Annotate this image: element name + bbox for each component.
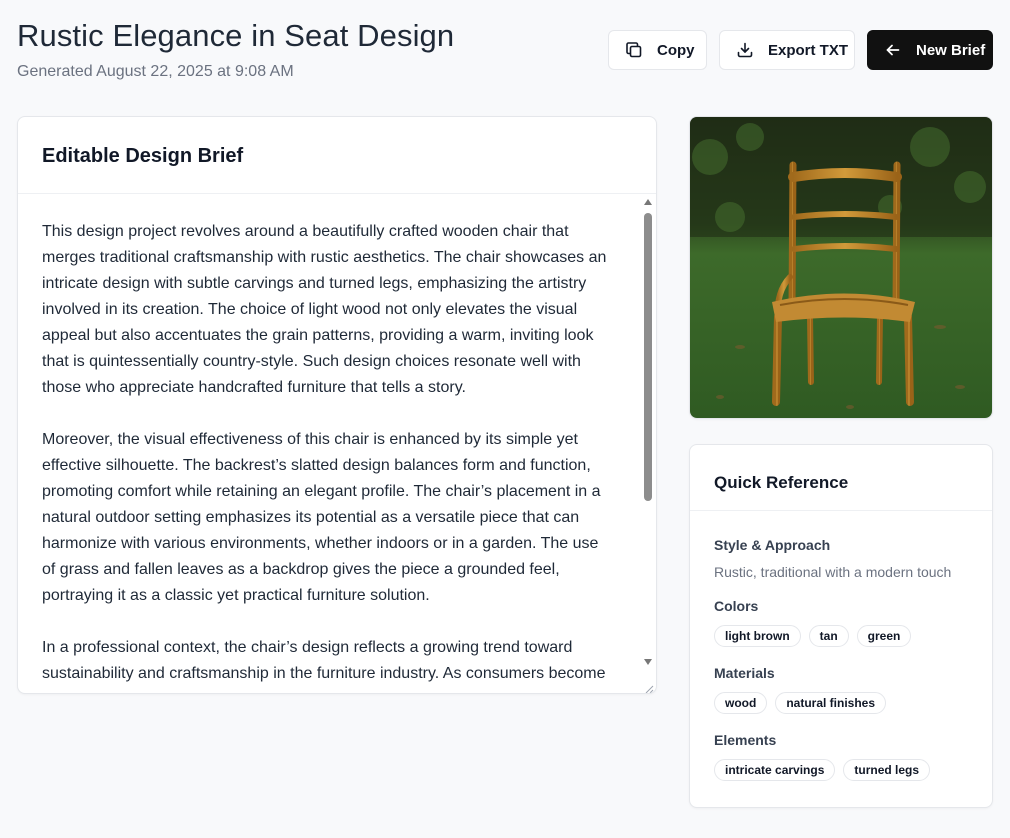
export-txt-button[interactable] — [719, 30, 855, 70]
color-tag: light brown — [714, 625, 801, 647]
colors-label: Colors — [714, 598, 759, 614]
generated-timestamp: Generated August 22, 2025 at 9:08 AM — [17, 63, 294, 80]
color-tags — [714, 625, 968, 647]
material-tag: natural finishes — [775, 692, 886, 714]
brief-paragraph: This design project revolves around a beautifully crafted wooden chair that merges traditional craftsmanship with rustic aesthetics. The chair showcases an intricate design with subtle carvings and turned legs, emphasizing the artistry involved in its creation. The choice of light wood not only elevates the visual appeal but also accentuates the grain patterns, providing a warm, inviting look that is quintessentially country-style. Such design choices resonate well with those who appreciate handcrafted furniture that tells a story. — [42, 223, 607, 396]
elements-label: Elements — [714, 732, 777, 748]
quick-reference-body — [690, 511, 992, 781]
scroll-up-arrow-icon[interactable] — [644, 199, 652, 205]
scrollbar-thumb[interactable] — [644, 213, 652, 501]
color-tag: tan — [809, 625, 849, 647]
element-tag: turned legs — [843, 759, 930, 781]
brief-textarea[interactable] — [18, 195, 656, 693]
page-header — [17, 16, 993, 86]
new-brief-button[interactable] — [867, 30, 993, 70]
design-brief-card — [17, 116, 657, 694]
copy-button-label: Copy — [657, 41, 695, 59]
materials-label: Materials — [714, 665, 775, 681]
brief-card-title: Editable Design Brief — [42, 145, 244, 167]
quick-reference-header — [690, 445, 992, 511]
brief-card-header — [18, 117, 656, 194]
copy-icon — [625, 41, 643, 59]
brief-paragraph: Moreover, the visual effectiveness of this chair is enhanced by its simple yet effective silhouette. The backrest’s slatted design balances form and function, promoting comfort while retaining an elegant profile. The chair’s placement in a natural outdoor setting emphasizes its potential as a versatile piece that can harmonize with various environments, whether indoors or in a garden. The use of grass and fallen leaves as a backdrop gives the piece a grounded feel, portraying it as a classic yet practical furniture solution. — [42, 431, 601, 604]
material-tags — [714, 692, 968, 714]
download-icon — [736, 41, 754, 59]
material-tag: wood — [714, 692, 767, 714]
copy-button[interactable] — [608, 30, 707, 70]
quick-reference-card — [689, 444, 993, 808]
export-txt-label: Export TXT — [768, 41, 849, 59]
header-actions — [608, 30, 993, 70]
page-title: Rustic Elegance in Seat Design — [17, 18, 455, 53]
style-label: Style & Approach — [714, 537, 831, 553]
chair-photo — [689, 116, 993, 419]
element-tag: intricate carvings — [714, 759, 835, 781]
color-tag: green — [857, 625, 912, 647]
brief-scrollbar[interactable] — [643, 199, 653, 687]
style-value: Rustic, traditional with a modern touch — [714, 564, 952, 580]
new-brief-label: New Brief — [916, 41, 986, 59]
element-tags — [714, 759, 968, 781]
resize-grip-icon[interactable] — [644, 681, 654, 691]
arrow-left-icon — [884, 41, 902, 59]
quick-reference-title: Quick Reference — [714, 473, 849, 492]
scroll-down-arrow-icon[interactable] — [644, 659, 652, 665]
brief-paragraph: In a professional context, the chair’s design reflects a growing trend toward sustainability and craftsmanship in the furniture industry. As consumers become — [42, 639, 606, 682]
